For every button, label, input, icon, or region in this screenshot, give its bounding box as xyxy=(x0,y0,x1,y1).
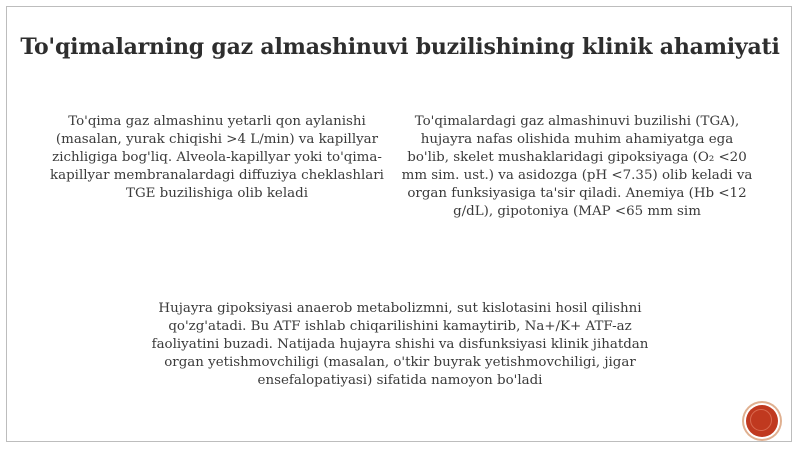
next-slide-button[interactable] xyxy=(746,405,778,437)
circle-nav-icon xyxy=(750,409,772,431)
slide-title: To'qimalarning gaz almashinuvi buzilishining klinik ahamiyati xyxy=(20,34,780,60)
right-paragraph: To'qimalardagi gaz almashinuvi buzilishi (TGA), hujayra nafas olishida muhim ahamiyatga ega bo'lib, skelet mushaklaridagi gipoksiyaga (O₂ <20 mm sim. ust.) va asidozga (pH <7.35) olib keladi va organ funksiyasiga ta'sir qiladi. Anemiya (Hb <12 g/dL), gipotoniya (MAP <65 mm sim xyxy=(401,114,753,219)
bottom-paragraph: Hujayra gipoksiyasi anaerob metabolizmni, sut kislotasini hosil qilishni qo'zg'atadi. Bu ATF ishlab chiqarilishini kamaytirib, Na+/K+ ATF-az faoliyatini buzadi. Natijada hujayra shishi va disfunksiyasi klinik jihatdan organ yetishmovchiligi (masalan, o'tkir buyrak yetishmovchiligi, jigar ensefalopatiyasi) sifatida namoyon bo'ladi xyxy=(151,301,649,388)
left-paragraph: To'qima gaz almashinu yetarli qon aylanishi (masalan, yurak chiqishi >4 L/min) va kapillyar zichligiga bog'liq. Alveola-kapillyar yoki to'qima-kapillyar membranalardagi diffuziya cheklashlari TGE buzilishiga olib keladi xyxy=(50,114,384,201)
